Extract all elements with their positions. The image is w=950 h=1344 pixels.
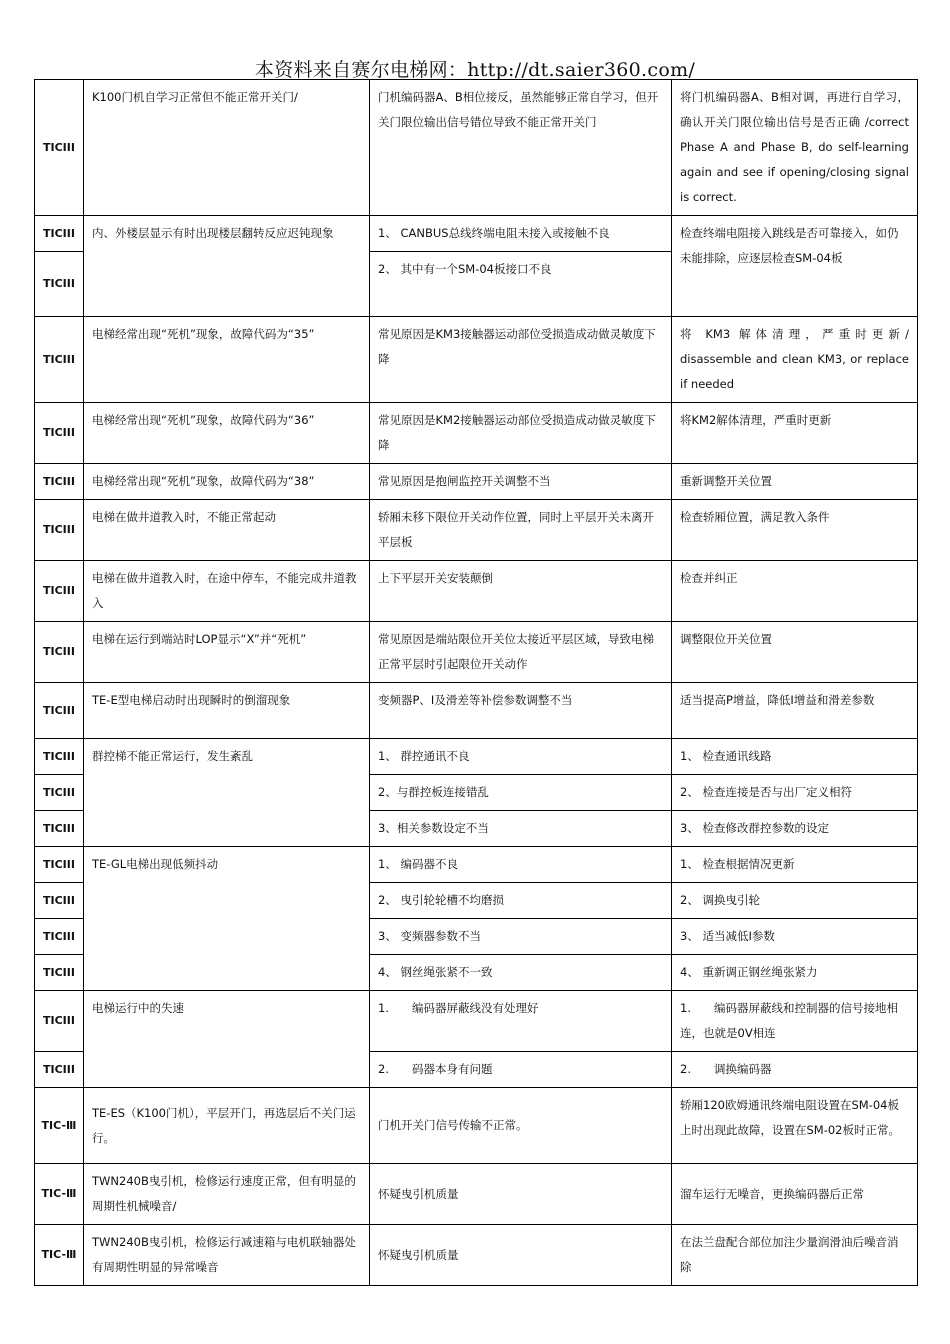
- model-code: TICIII: [35, 622, 84, 683]
- model-code: TIC-Ⅲ: [35, 1164, 84, 1225]
- solution-cell: 将 KM3 解体清理，严重时更新/ disassemble and clean KM3, or replace if needed: [672, 317, 918, 403]
- model-code: TICIII: [35, 1052, 84, 1088]
- solution-cell: 1. 编码器屏蔽线和控制器的信号接地相连，也就是0V相连: [672, 991, 918, 1052]
- solution-cell: 2、 检查连接是否与出厂定义相符: [672, 775, 918, 811]
- model-code: TICIII: [35, 811, 84, 847]
- fault-cell: 电梯经常出现“死机”现象，故障代码为“36”: [84, 403, 370, 464]
- solution-cell: 4、 重新调正钢丝绳张紧力: [672, 955, 918, 991]
- cause-cell: 常见原因是KM2接触器运动部位受损造成动做灵敏度下降: [370, 403, 672, 464]
- solution-cell: 1、 检查通讯线路: [672, 739, 918, 775]
- model-code: TICIII: [35, 739, 84, 775]
- solution-cell: 检查终端电阻接入跳线是否可靠接入，如仍未能排除，应逐层检查SM-04板: [672, 216, 918, 317]
- cause-cell: 门机编码器A、B相位接反，虽然能够正常自学习，但开关门限位输出信号错位导致不能正常开关门: [370, 80, 672, 216]
- cause-cell: 1、 编码器不良: [370, 847, 672, 883]
- cause-cell: 变频器P、I及滑差等补偿参数调整不当: [370, 683, 672, 739]
- model-code: TICIII: [35, 919, 84, 955]
- table-row: [35, 683, 918, 739]
- solution-cell: 将门机编码器A、B相对调，再进行自学习，确认开关门限位输出信号是否正确 /correct Phase A and Phase B, do self-learning again and see if opening/closing signal is correct.: [672, 80, 918, 216]
- table-row: [35, 1225, 918, 1286]
- solution-cell: 2. 调换编码器: [672, 1052, 918, 1088]
- table-row: [35, 317, 918, 403]
- cause-cell: 3、相关参数设定不当: [370, 811, 672, 847]
- model-code: TICIII: [35, 317, 84, 403]
- fault-cell: 群控梯不能正常运行，发生紊乱: [84, 739, 370, 847]
- solution-cell: 1、 检查根据情况更新: [672, 847, 918, 883]
- model-code: TICIII: [35, 464, 84, 500]
- model-code: TICIII: [35, 561, 84, 622]
- cause-cell: 4、 钢丝绳张紧不一致: [370, 955, 672, 991]
- solution-cell: 2、 调换曳引轮: [672, 883, 918, 919]
- solution-cell: 溜车运行无噪音，更换编码器后正常: [672, 1164, 918, 1225]
- cause-cell: 门机开关门信号传输不正常。: [370, 1088, 672, 1164]
- model-code: TIC-Ⅲ: [35, 1225, 84, 1286]
- cause-cell: 1、 群控通讯不良: [370, 739, 672, 775]
- solution-cell: 适当提高P增益，降低I增益和滑差参数: [672, 683, 918, 739]
- solution-cell: 检查并纠正: [672, 561, 918, 622]
- fault-cell: TE-E型电梯启动时出现瞬时的倒溜现象: [84, 683, 370, 739]
- table-row: [35, 991, 918, 1052]
- model-code: TICIII: [35, 500, 84, 561]
- page-header: 本资料来自赛尔电梯网：http://dt.saier360.com/: [254, 59, 696, 81]
- cause-cell: 轿厢未移下限位开关动作位置，同时上平层开关未离开平层板: [370, 500, 672, 561]
- fault-cell: 电梯经常出现“死机”现象，故障代码为“35”: [84, 317, 370, 403]
- cause-cell: 3、 变频器参数不当: [370, 919, 672, 955]
- solution-cell: 3、 检查修改群控参数的设定: [672, 811, 918, 847]
- cause-cell: 1、 CANBUS总线终端电阻未接入或接触不良: [370, 216, 672, 252]
- table-row: [35, 464, 918, 500]
- cause-cell: 常见原因是抱闸监控开关调整不当: [370, 464, 672, 500]
- solution-cell: 3、 适当减低I参数: [672, 919, 918, 955]
- model-code: TICIII: [35, 252, 84, 317]
- fault-cell: TE-GL电梯出现低频抖动: [84, 847, 370, 991]
- model-code: TICIII: [35, 847, 84, 883]
- fault-cell: 电梯在做井道教入时，不能正常起动: [84, 500, 370, 561]
- cause-cell: 2、与群控板连接错乱: [370, 775, 672, 811]
- table-row: [35, 216, 918, 252]
- fault-cell: 电梯运行中的失速: [84, 991, 370, 1088]
- solution-cell: 轿厢120欧姆通讯终端电阻设置在SM-04板上时出现此故障，设置在SM-02板时正常。: [672, 1088, 918, 1164]
- solution-cell: 检查轿厢位置，满足教入条件: [672, 500, 918, 561]
- cause-cell: 2、 其中有一个SM-04板接口不良: [370, 252, 672, 317]
- model-code: TICIII: [35, 403, 84, 464]
- model-code: TICIII: [35, 883, 84, 919]
- cause-cell: 2. 码器本身有问题: [370, 1052, 672, 1088]
- solution-cell: 将KM2解体清理，严重时更新: [672, 403, 918, 464]
- fault-cell: 电梯在做井道教入时，在途中停车，不能完成井道教入: [84, 561, 370, 622]
- table-row: [35, 622, 918, 683]
- model-code: TICIII: [35, 216, 84, 252]
- fault-table: [34, 79, 918, 1286]
- model-code: TICIII: [35, 991, 84, 1052]
- fault-cell: TE-ES（K100门机），平层开门，再选层后不关门运行。: [84, 1088, 370, 1164]
- model-code: TIC-Ⅲ: [35, 1088, 84, 1164]
- fault-cell: 电梯经常出现“死机”现象，故障代码为“38”: [84, 464, 370, 500]
- margin-rule: [34, 1088, 35, 1116]
- fault-cell: TWN240B曳引机，检修运行速度正常，但有明显的周期性机械噪音/: [84, 1164, 370, 1225]
- model-code: TICIII: [35, 775, 84, 811]
- table-row: [35, 403, 918, 464]
- table-row: [35, 847, 918, 883]
- fault-cell: TWN240B曳引机，检修运行减速箱与电机联轴器处有周期性明显的异常噪音: [84, 1225, 370, 1286]
- table-row: [35, 1088, 918, 1164]
- cause-cell: 1. 编码器屏蔽线没有处理好: [370, 991, 672, 1052]
- cause-cell: 上下平层开关安装颠倒: [370, 561, 672, 622]
- table-row: [35, 80, 918, 216]
- model-code: TICIII: [35, 80, 84, 216]
- solution-cell: 重新调整开关位置: [672, 464, 918, 500]
- cause-cell: 常见原因是端站限位开关位太接近平层区域，导致电梯正常平层时引起限位开关动作: [370, 622, 672, 683]
- solution-cell: 在法兰盘配合部位加注少量润滑油后噪音消除: [672, 1225, 918, 1286]
- fault-cell: K100门机自学习正常但不能正常开关门/: [84, 80, 370, 216]
- model-code: TICIII: [35, 955, 84, 991]
- solution-cell: 调整限位开关位置: [672, 622, 918, 683]
- table-row: [35, 739, 918, 775]
- table-row: [35, 500, 918, 561]
- fault-cell: 电梯在运行到端站时LOP显示“X”并“死机”: [84, 622, 370, 683]
- cause-cell: 2、 曳引轮轮槽不均磨损: [370, 883, 672, 919]
- table-row: [35, 1164, 918, 1225]
- cause-cell: 常见原因是KM3接触器运动部位受损造成动做灵敏度下降: [370, 317, 672, 403]
- fault-cell: 内、外楼层显示有时出现楼层翻转反应迟钝现象: [84, 216, 370, 317]
- table-row: [35, 561, 918, 622]
- model-code: TICIII: [35, 683, 84, 739]
- cause-cell: 怀疑曳引机质量: [370, 1225, 672, 1286]
- cause-cell: 怀疑曳引机质量: [370, 1164, 672, 1225]
